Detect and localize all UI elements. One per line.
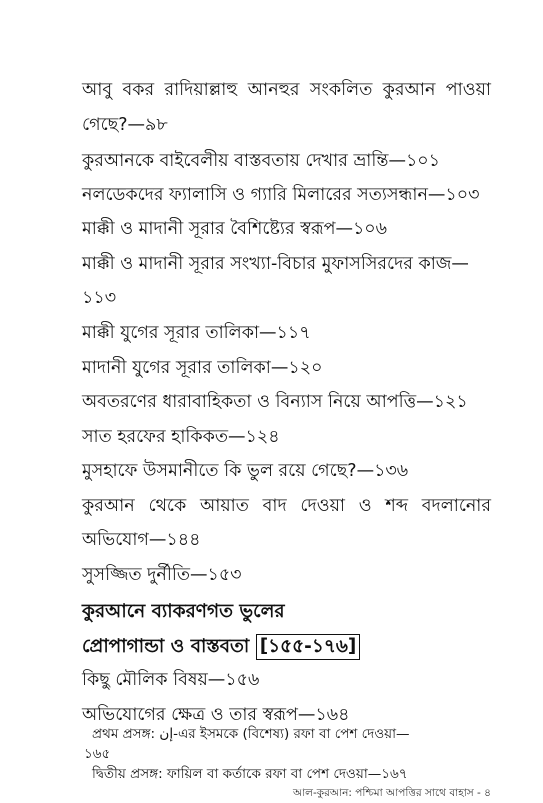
- toc-line: অভিযোগ—১৪৪: [82, 530, 201, 550]
- sub-item: দ্বিতীয় প্রসঙ্গ: ফায়িল বা কর্তাকে রফা বা পেশ দেওয়া—১৬৭: [92, 766, 408, 782]
- toc-line: ১১৩: [82, 288, 117, 308]
- sub-item: প্রথম প্রসঙ্গ: إن-এর ইসমকে (বিশেষ্য) রফা বা পেশ দেওয়া—: [92, 726, 410, 742]
- toc-line: সুসজ্জিত দুর্নীতি—১৫৩: [82, 565, 242, 585]
- toc-line: মাক্কী ও মাদানী সূরার সংখ্যা-বিচার মুফাসসিরদের কাজ—: [82, 254, 469, 274]
- sub-item-continued: ১৬৫: [84, 746, 111, 762]
- toc-line: কুরআনকে বাইবেলীয় বাস্তবতায় দেখার ভ্রান্তি—১০১: [82, 151, 441, 171]
- toc-line: কুরআন থেকে আয়াত বাদ দেওয়া ও শব্দ বদলানোর: [82, 496, 491, 516]
- toc-line: আবু বকর রাদিয়াল্লাহু আনহুর সংকলিত কুরআন পাওয়া: [82, 80, 491, 100]
- section-item: কিছু মৌলিক বিষয়—১৫৬: [82, 670, 260, 690]
- running-footer: আল-কুরআন: পশ্চিমা আপত্তির সাথে বাহাস - ৪: [292, 787, 491, 799]
- toc-line: মাদানী যুগের সূরার তালিকা—১২০: [82, 358, 323, 378]
- toc-line: সাত হরফের হাকিকত—১২৪: [82, 427, 280, 447]
- section-heading-text: প্রোপাগান্ডা ও বাস্তবতা: [82, 636, 250, 657]
- toc-line: মাক্কী যুগের সূরার তালিকা—১১৭: [82, 323, 311, 343]
- toc-line: মাক্কী ও মাদানী সূরার বৈশিষ্ট্যের স্বরূপ—১০৬: [82, 219, 388, 239]
- section-item: অভিযোগের ক্ষেত্র ও তার স্বরূপ—১৬৪: [82, 705, 350, 725]
- toc-line: নলডেকদের ফ্যালাসি ও গ্যারি মিলারের সত্যসন্ধান—১০৩: [82, 185, 480, 205]
- section-page-range: [১৫৫-১৭৬]: [256, 634, 361, 660]
- toc-line: অবতরণের ধারাবাহিকতা ও বিন্যাস নিয়ে আপত্তি—১২১: [82, 392, 468, 412]
- toc-line: গেছে?—৯৮: [82, 115, 168, 135]
- section-heading-line-1: কুরআনে ব্যাকরণগত ভুলের: [82, 601, 285, 622]
- toc-line: মুসহাফে উসমানীতে কি ভুল রয়ে গেছে?—১৩৬: [82, 461, 409, 481]
- section-heading-line-2: [82, 638, 491, 657]
